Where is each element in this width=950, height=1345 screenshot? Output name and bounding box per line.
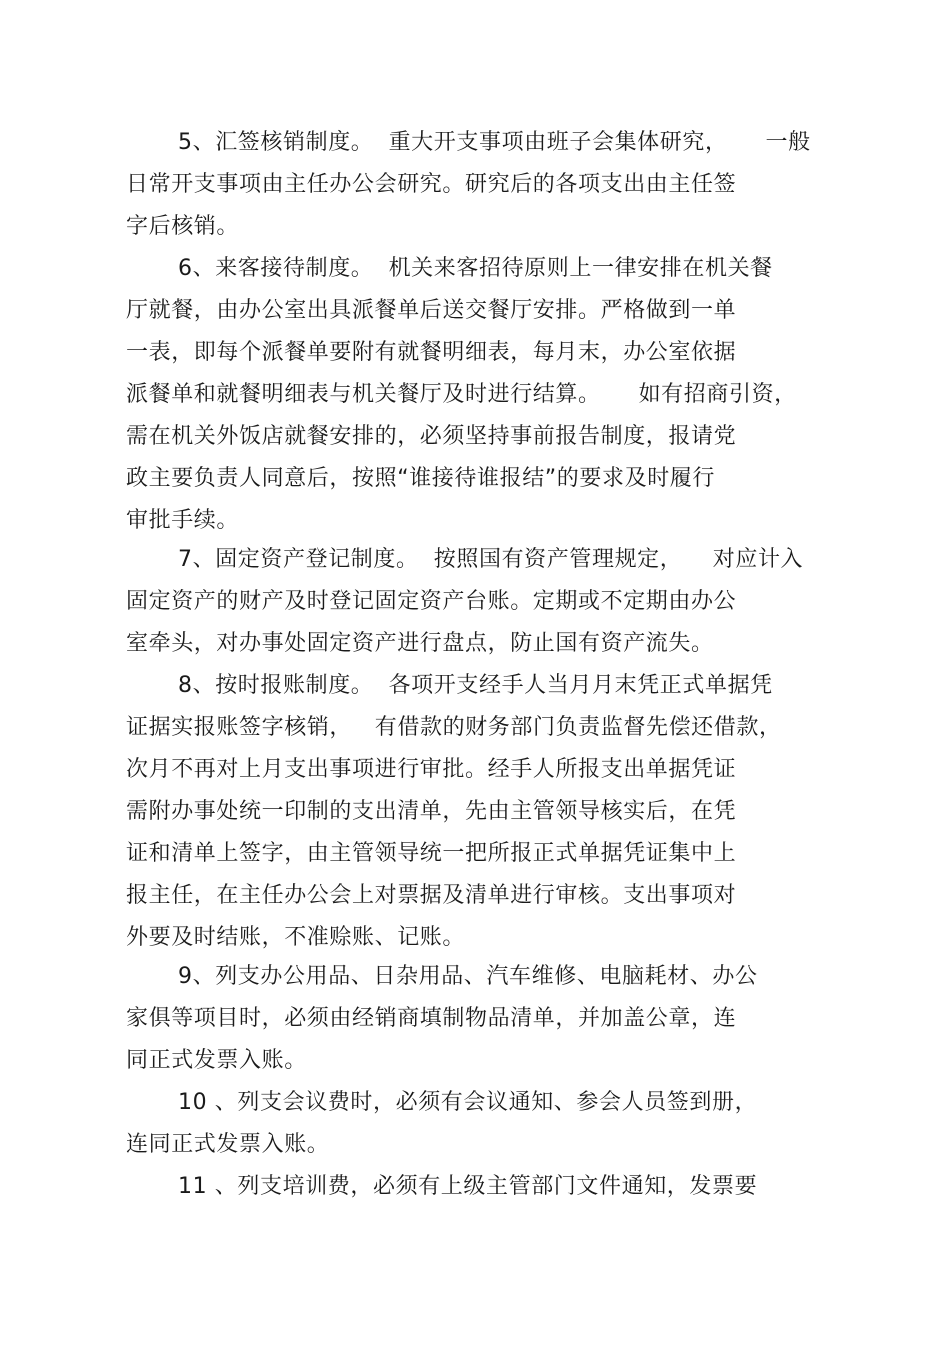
paragraph-10-line-2: 连同正式发票入账。 [126,1132,330,1157]
paragraph-8-line-7: 外要及时结账，不准赊账、记账。 [126,925,466,950]
paragraph-9-line-3: 同正式发票入账。 [126,1048,307,1073]
paragraph-7-line-2: 固定资产的财产及时登记固定资产台账。定期或不定期由办公 [126,589,737,614]
paragraph-6-line-5: 需在机关外饭店就餐安排的，必须坚持事前报告制度，报请党 [126,424,737,449]
paragraph-7-line-3: 室牵头，对办事处固定资产进行盘点，防止国有资产流失。 [126,631,714,656]
paragraph-7-line-1: 7、固定资产登记制度。 按照国有资产管理规定， 对应计入 [178,547,804,572]
paragraph-6-line-6: 政主要负责人同意后，按照“谁接待谁报结”的要求及时履行 [126,466,715,491]
paragraph-11-line-1: 11 、列支培训费，必须有上级主管部门文件通知，发票要 [178,1174,758,1199]
paragraph-8-line-1: 8、按时报账制度。 各项开支经手人当月月末凭正式单据凭 [178,673,773,698]
paragraph-5-line-3: 字后核销。 [126,214,240,239]
paragraph-6-line-1: 6、来客接待制度。 机关来客招待原则上一律安排在机关餐 [178,256,773,281]
paragraph-9-line-1: 9、列支办公用品、日杂用品、汽车维修、电脑耗材、办公 [178,964,758,989]
paragraph-5-line-2: 日常开支事项由主任办公会研究。研究后的各项支出由主任签 [126,172,737,197]
paragraph-8-line-2: 证据实报账签字核销， 有借款的财务部门负责监督先偿还借款， [126,715,782,740]
paragraph-6-line-3: 一表，即每个派餐单要附有就餐明细表，每月末，办公室依据 [126,340,737,365]
paragraph-8-line-5: 证和清单上签字，由主管领导统一把所报正式单据凭证集中上 [126,841,737,866]
paragraph-6-line-4: 派餐单和就餐明细表与机关餐厅及时进行结算。 如有招商引资， [126,382,797,407]
paragraph-9-line-2: 家俱等项目时，必须由经销商填制物品清单，并加盖公章，连 [126,1006,737,1031]
paragraph-6-line-2: 厅就餐，由办公室出具派餐单后送交餐厅安排。严格做到一单 [126,298,737,323]
paragraph-10-line-1: 10 、列支会议费时，必须有会议通知、参会人员签到册， [178,1090,758,1115]
paragraph-8-line-4: 需附办事处统一印制的支出清单，先由主管领导核实后，在凭 [126,799,737,824]
paragraph-8-line-3: 次月不再对上月支出事项进行审批。经手人所报支出单据凭证 [126,757,737,782]
paragraph-8-line-6: 报主任，在主任办公会上对票据及清单进行审核。支出事项对 [126,883,737,908]
paragraph-6-line-7: 审批手续。 [126,508,240,533]
paragraph-5-line-1: 5、汇签核销制度。 重大开支事项由班子会集体研究， 一般 [178,130,811,155]
